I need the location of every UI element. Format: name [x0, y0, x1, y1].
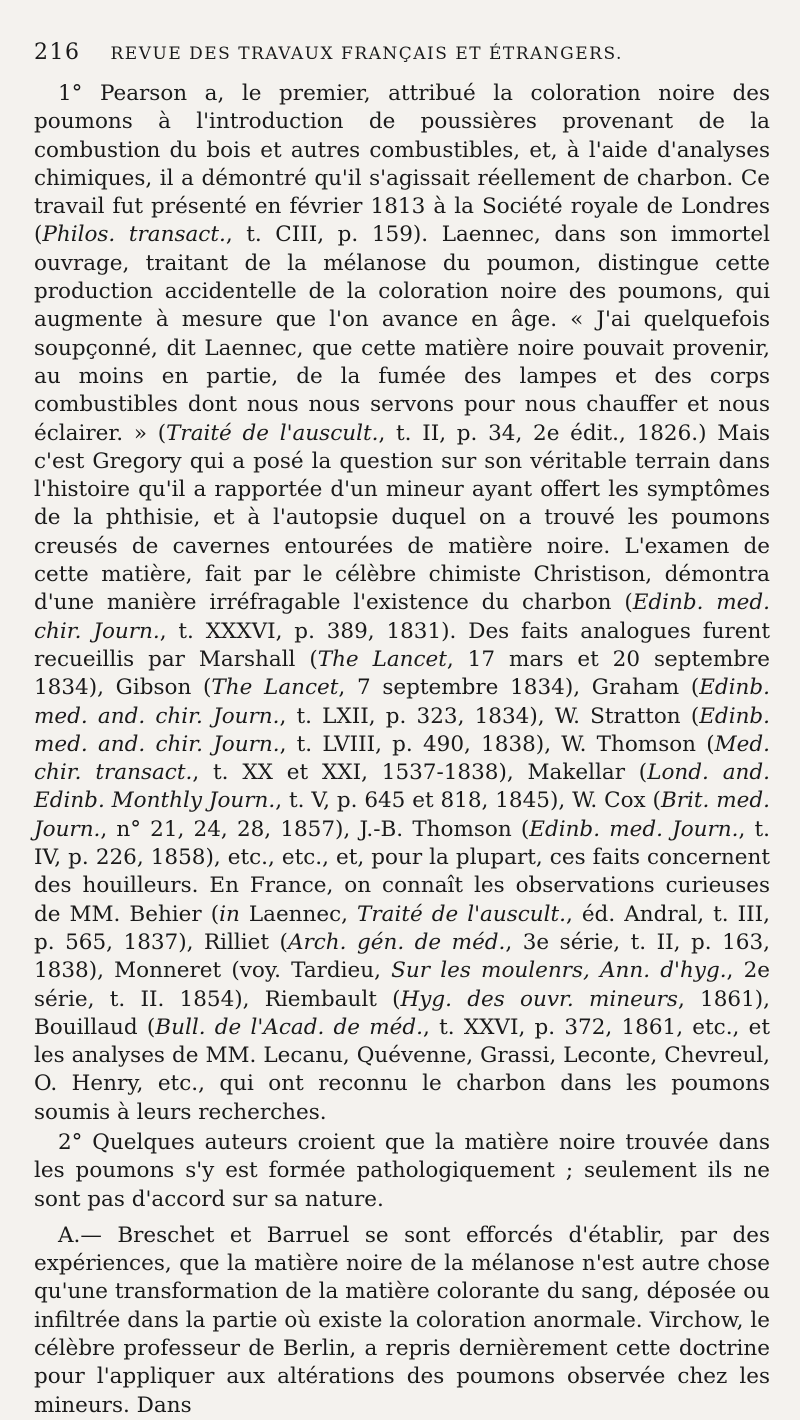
- text-run: Laennec,: [239, 901, 358, 927]
- italic-citation: Edinb. med. and. chir. Journ.: [34, 703, 771, 757]
- italic-citation: Bull. de l'Acad. de méd.: [155, 1014, 423, 1040]
- running-title: REVUE DES TRAVAUX FRANÇAIS ET ÉTRANGERS.: [110, 44, 623, 64]
- text-run: , t. LVIII, p. 490, 1838), W. Thomson (: [279, 731, 715, 757]
- paragraph: [34, 80, 770, 1127]
- italic-citation: Edinb. med. chir. Journ.: [34, 590, 770, 644]
- text-run: , éd. Andral, t. III, p. 565, 1837), Rilliet (: [34, 901, 770, 955]
- italic-citation: Philos. transact.: [42, 222, 226, 248]
- text-run: , t. XX et XXI, 1537-1838), Makellar (: [192, 760, 648, 786]
- text-run: , 17 mars et 20 septembre 1834), Gibson (: [34, 646, 771, 701]
- text-run: A.— Breschet et Barruel se sont efforcés d'établir, par des expériences, que la matière noire de la mélanose n'est autre chose qu'une transformation de la matière colorante du sang, déposée ou infiltrée dans la partie où existe la coloration anormale. Virchow, le célèbre professeur de Berlin, a repris dernièrement cette doctrine pour l'appliquer aux altérations des poumons observée chez les mineurs. Dans: [34, 1222, 770, 1418]
- text-run: , 2e série, t. II. 1854), Riembault (: [34, 958, 770, 1012]
- text-run: , 3e série, t. II, p. 163, 1838), Monneret (voy. Tardieu,: [34, 929, 770, 984]
- italic-citation: The Lancet: [317, 646, 447, 672]
- paragraph: [34, 1129, 770, 1214]
- italic-citation: Edinb. med. and. chir. Journ.: [34, 675, 770, 729]
- body-text: [34, 80, 770, 1420]
- text-run: 1° Pearson a, le premier, attribué la coloration noire des poumons à l'introduction de poussières provenant de la combustion du bois et autres combustibles, et, à l'aide d'analyses chimiques, il a démontré qu'il s'agissait réellement de charbon. Ce travail fut présenté en février 1813 à la Société royale de Londres (: [34, 81, 770, 248]
- text-run: , n° 21, 24, 28, 1857), J.-B. Thomson (: [100, 816, 530, 842]
- text-run: , 1861), Bouillaud (: [34, 986, 770, 1040]
- italic-citation: The Lancet: [211, 675, 339, 701]
- text-run: , t. IV, p. 226, 1858), etc., etc., et, pour la plupart, ces faits concernent des houilleurs. En France, on connaît les observations curieuses de MM. Behier (: [34, 816, 770, 927]
- italic-citation: Hyg. des ouvr. mineurs: [400, 986, 678, 1012]
- text-run: , t. XXXVI, p. 389, 1831). Des faits analogues furent recueillis par Marshall (: [34, 618, 770, 672]
- running-header: [34, 40, 770, 80]
- italic-citation: Lond. and. Edinb. Monthly Journ.: [34, 760, 770, 814]
- paragraph: [34, 1222, 770, 1420]
- italic-citation: Traité de l'auscult.: [166, 420, 379, 446]
- text-run: , 7 septembre 1834), Graham (: [338, 675, 700, 701]
- text-run: , t. II, p. 34, 2e édit., 1826.) Mais c'est Gregory qui a posé la question sur son véritable terrain dans l'histoire qu'il a rapportée d'un mineur ayant offert les symptômes de la phthisie, et à l'autopsie duquel on a trouvé les poumons creusés de cavernes entourées de matière noire. L'examen de cette matière, fait par le célèbre chimiste Christison, démontra d'une manière irréfragable l'existence du charbon (: [34, 420, 770, 616]
- text-run: , t. XXVI, p. 372, 1861, etc., et les analyses de MM. Lecanu, Quévenne, Grassi, Leconte, Chevreul, O. Henry, etc., qui ont reconnu le charbon dans les poumons soumis à leurs recherches.: [34, 1014, 770, 1125]
- text-run: , t. V, p. 645 et 818, 1845), W. Cox (: [275, 788, 661, 814]
- italic-citation: Med. chir. transact.: [34, 731, 770, 786]
- italic-citation: Traité de l'auscult.: [357, 901, 566, 927]
- text-run: , t. LXII, p. 323, 1834), W. Stratton (: [279, 703, 700, 729]
- text-run: 2° Quelques auteurs croient que la matière noire trouvée dans les poumons s'y est formée pathologiquement ; seulement ils ne sont pas d'accord sur sa nature.: [34, 1129, 770, 1212]
- text-run: , t. CIII, p. 159). Laennec, dans son immortel ouvrage, traitant de la mélanose du poumon, distingue cette production accidentelle de la coloration noire des poumons, qui augmente à mesure que l'on avance en âge. « J'ai quelquefois soupçonné, dit Laennec, que cette matière noire pouvait provenir, au moins en partie, de la fumée des lampes et des corps combustibles dont nous nous servons pour nous chauffer et nous éclairer. » (: [34, 222, 770, 446]
- italic-citation: Arch. gén. de méd.: [287, 929, 506, 955]
- italic-citation: in: [219, 901, 240, 927]
- italic-citation: Edinb. med. Journ.: [529, 816, 739, 842]
- page-number: 216: [34, 40, 81, 65]
- italic-citation: Brit. med. Journ.: [34, 788, 770, 842]
- italic-citation: Sur les moulenrs, Ann. d'hyg.: [391, 958, 727, 984]
